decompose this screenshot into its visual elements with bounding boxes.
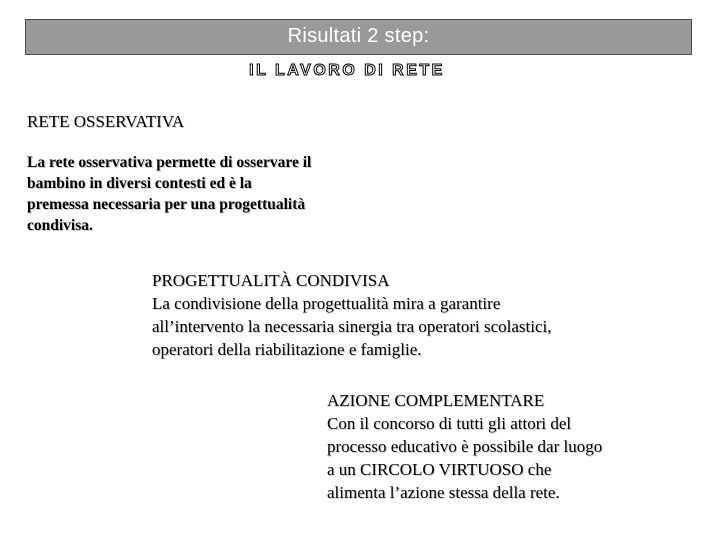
section-line: La condivisione della progettualità mira a garantire bbox=[152, 294, 501, 313]
section-line: all’intervento la necessaria sinergia tra operatori scolastici, bbox=[152, 317, 552, 336]
section-line: a un CIRCOLO VIRTUOSO che bbox=[327, 460, 552, 479]
section-body bbox=[327, 412, 697, 504]
section-heading: RETE OSSERVATIVA bbox=[27, 112, 185, 131]
section-body bbox=[152, 292, 672, 361]
section-line: bambino in diversi contesti ed è la bbox=[27, 175, 252, 192]
section-rete-osservativa bbox=[27, 110, 387, 236]
section-line: premessa necessaria per una progettualità bbox=[27, 196, 306, 213]
slide-subtitle bbox=[0, 62, 690, 80]
slide-title: Risultati 2 step: bbox=[287, 25, 430, 47]
section-body bbox=[27, 152, 387, 236]
section-line: operatori della riabilitazione e famiglie. bbox=[152, 340, 422, 359]
section-line: alimenta l’azione stessa della rete. bbox=[327, 483, 560, 502]
section-line: processo educativo è possibile dar luogo bbox=[327, 437, 603, 456]
section-azione-complementare bbox=[327, 389, 697, 504]
title-bar bbox=[25, 19, 692, 55]
section-heading: AZIONE COMPLEMENTARE bbox=[327, 391, 545, 410]
subtitle-text: IL LAVORO DI RETE bbox=[249, 62, 445, 79]
section-progettualita-condivisa bbox=[152, 269, 672, 361]
section-line: La rete osservativa permette di osservare il bbox=[27, 154, 312, 171]
section-line: condivisa. bbox=[27, 217, 93, 234]
section-line: Con il concorso di tutti gli attori del bbox=[327, 414, 572, 433]
section-heading: PROGETTUALITÀ CONDIVISA bbox=[152, 271, 390, 290]
